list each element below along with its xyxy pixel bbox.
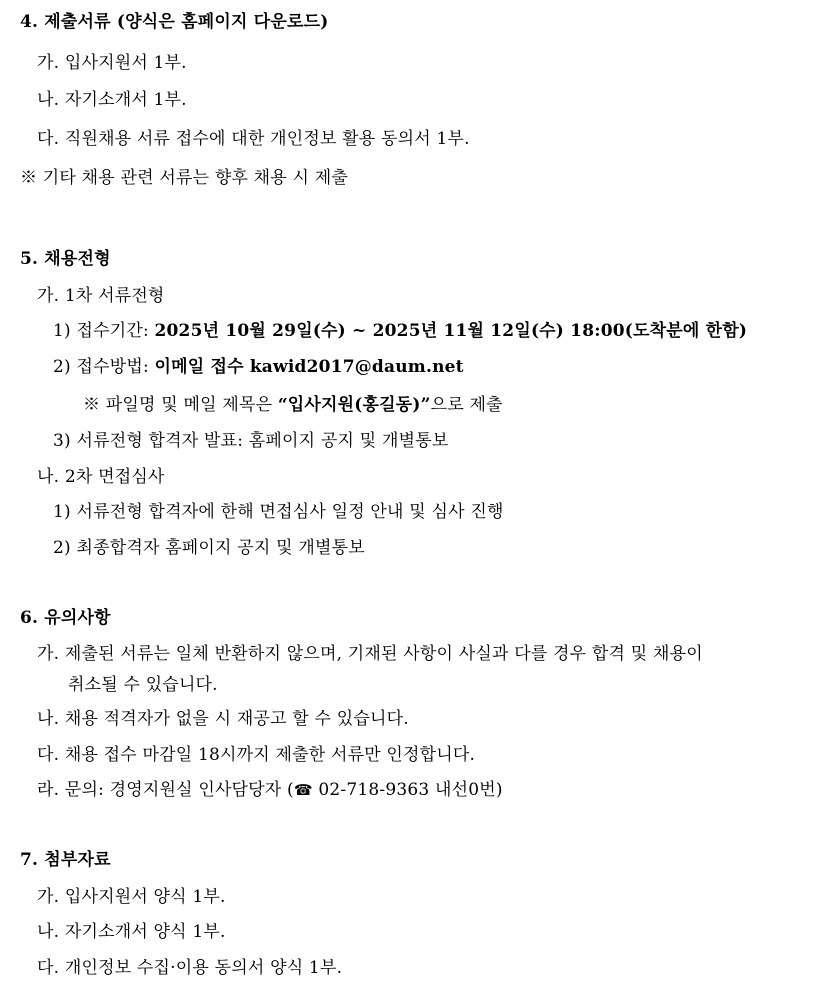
section-5-a-title: 가. 1차 서류전형 (37, 286, 165, 306)
section-5-a2-label: 2) 접수방법: (53, 357, 155, 377)
section-5-b2: 2) 최종합격자 홈페이지 공지 및 개별통보 (53, 538, 365, 558)
section-5-a2-note-bold: “입사지원(홍길동)” (277, 395, 431, 415)
section-4-item-c: 다. 직원채용 서류 접수에 대한 개인정보 활용 동의서 1부. (37, 129, 470, 149)
section-5-b1: 1) 서류전형 합격자에 한해 면접심사 일정 안내 및 심사 진행 (53, 502, 504, 522)
section-6-item-d (37, 779, 503, 801)
section-5-a2-note (83, 394, 503, 416)
section-7-heading: 7. 첨부자료 (20, 850, 111, 870)
phone-icon: ☎ (293, 781, 313, 799)
section-4-note: ※ 기타 채용 관련 서류는 향후 채용 시 제출 (20, 168, 348, 188)
section-7-item-b: 나. 자기소개서 양식 1부. (37, 922, 226, 942)
section-4-item-b: 나. 자기소개서 1부. (37, 90, 187, 110)
section-5-a1-value: 2025년 10월 29일(수) ~ 2025년 11월 12일(수) 18:00(도착분에 한함) (154, 321, 748, 341)
section-5-heading: 5. 채용전형 (20, 249, 111, 269)
section-5-a1 (53, 320, 747, 342)
section-5-a2-value: 이메일 접수 kawid2017@daum.net (154, 357, 464, 377)
section-6-item-d-prefix: 라. 문의: 경영지원실 인사담당자 ( (37, 780, 294, 800)
section-5-b-title: 나. 2차 면접심사 (37, 467, 165, 487)
section-6-item-a-line2: 취소될 수 있습니다. (68, 675, 218, 695)
section-6-item-d-suffix: 02-718-9363 내선0번) (312, 780, 503, 800)
section-6-item-c: 다. 채용 접수 마감일 18시까지 제출한 서류만 인정합니다. (37, 745, 476, 765)
section-5-a1-label: 1) 접수기간: (53, 321, 155, 341)
section-5-a3: 3) 서류전형 합격자 발표: 홈페이지 공지 및 개별통보 (53, 431, 449, 451)
section-5-a2-note-prefix: ※ 파일명 및 메일 제목은 (83, 395, 278, 415)
section-6-heading: 6. 유의사항 (20, 608, 111, 628)
section-4-heading: 4. 제출서류 (양식은 홈페이지 다운로드) (20, 12, 329, 32)
section-7-item-a: 가. 입사지원서 양식 1부. (37, 887, 226, 907)
section-7-item-c: 다. 개인정보 수집·이용 동의서 양식 1부. (37, 958, 343, 978)
section-6-item-a-line1: 가. 제출된 서류는 일체 반환하지 않으며, 기재된 사항이 사실과 다를 경우 합격 및 채용이 (37, 644, 703, 664)
section-4-item-a: 가. 입사지원서 1부. (37, 53, 187, 73)
section-5-a2 (53, 356, 464, 378)
section-6-item-b: 나. 채용 적격자가 없을 시 재공고 할 수 있습니다. (37, 709, 409, 729)
section-5-a2-note-suffix: 으로 제출 (430, 395, 503, 415)
